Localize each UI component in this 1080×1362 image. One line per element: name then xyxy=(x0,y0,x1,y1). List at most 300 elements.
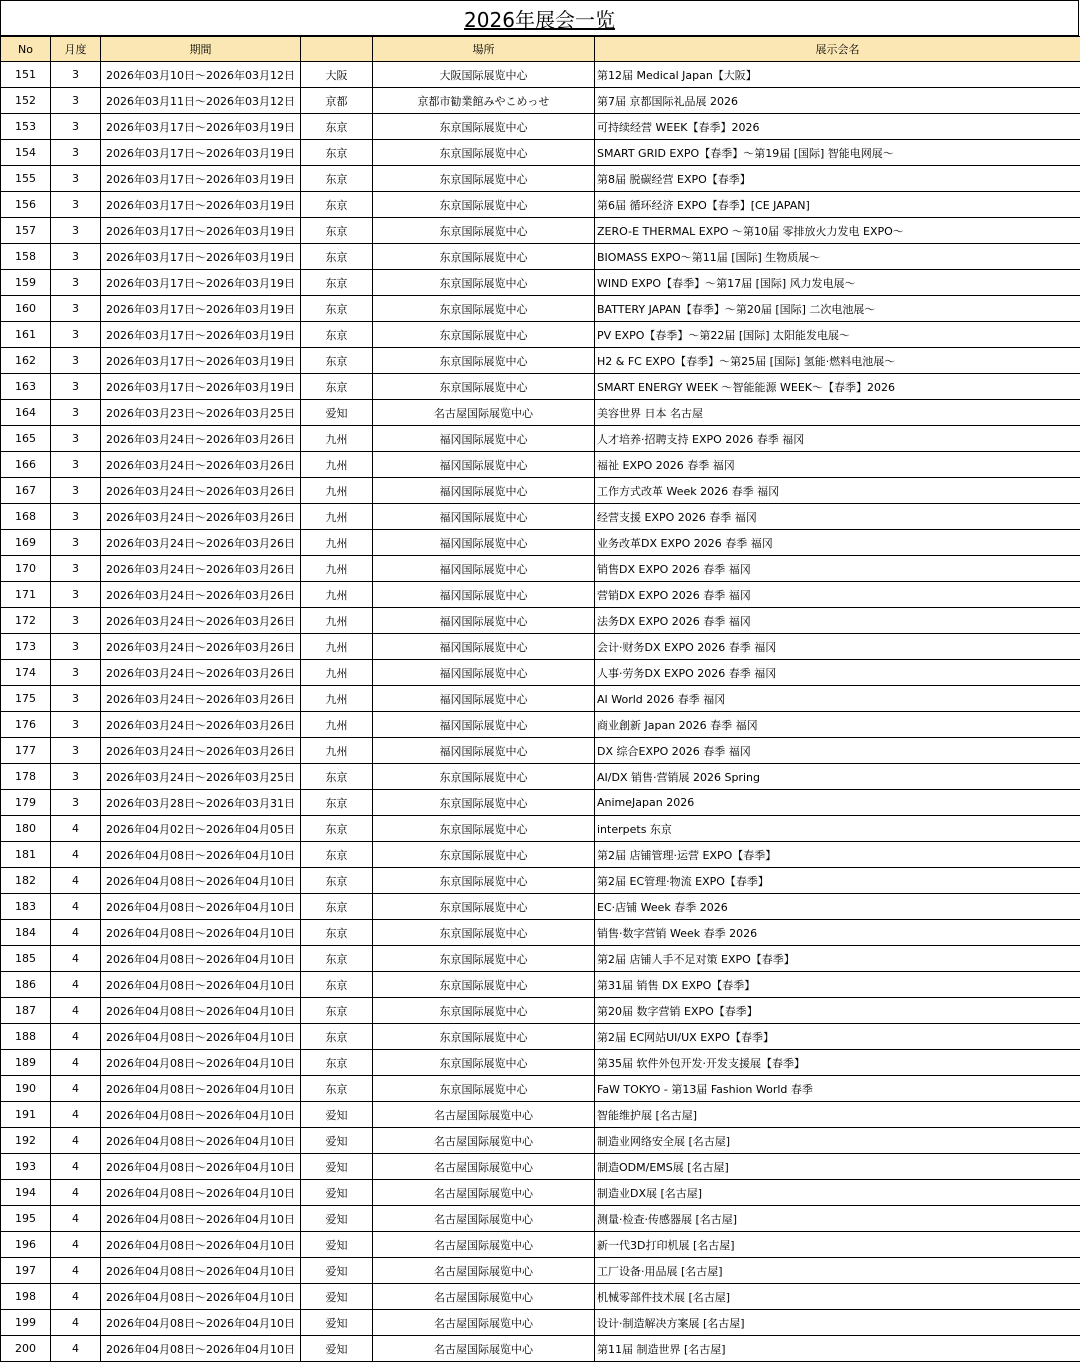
cell-period[interactable]: 2026年03月23日～2026年03月25日 xyxy=(101,400,301,426)
cell-month[interactable]: 3 xyxy=(51,140,101,166)
cell-region[interactable]: 东京 xyxy=(301,374,373,400)
cell-month[interactable]: 3 xyxy=(51,400,101,426)
cell-no[interactable]: 185 xyxy=(1,946,51,972)
cell-exhibition[interactable]: 工作方式改革 Week 2026 春季 福冈 xyxy=(595,478,1080,504)
cell-month[interactable]: 4 xyxy=(51,1102,101,1128)
cell-month[interactable]: 4 xyxy=(51,894,101,920)
cell-month[interactable]: 3 xyxy=(51,790,101,816)
cell-month[interactable]: 4 xyxy=(51,1232,101,1258)
cell-venue[interactable]: 东京国际展览中心 xyxy=(373,1024,595,1050)
cell-exhibition[interactable]: 第31届 销售 DX EXPO【春季】 xyxy=(595,972,1080,998)
cell-venue[interactable]: 东京国际展览中心 xyxy=(373,192,595,218)
cell-exhibition[interactable]: 第2届 EC网站UI/UX EXPO【春季】 xyxy=(595,1024,1080,1050)
cell-month[interactable]: 3 xyxy=(51,478,101,504)
cell-month[interactable]: 3 xyxy=(51,634,101,660)
cell-no[interactable]: 191 xyxy=(1,1102,51,1128)
cell-period[interactable]: 2026年04月02日～2026年04月05日 xyxy=(101,816,301,842)
cell-venue[interactable]: 福冈国际展览中心 xyxy=(373,582,595,608)
cell-month[interactable]: 3 xyxy=(51,426,101,452)
cell-month[interactable]: 3 xyxy=(51,608,101,634)
cell-exhibition[interactable]: DX 综合EXPO 2026 春季 福冈 xyxy=(595,738,1080,764)
cell-no[interactable]: 153 xyxy=(1,114,51,140)
cell-exhibition[interactable]: 人才培养·招聘支持 EXPO 2026 春季 福冈 xyxy=(595,426,1080,452)
cell-no[interactable]: 169 xyxy=(1,530,51,556)
cell-region[interactable]: 东京 xyxy=(301,790,373,816)
cell-venue[interactable]: 东京国际展览中心 xyxy=(373,140,595,166)
cell-exhibition[interactable]: 福祉 EXPO 2026 春季 福冈 xyxy=(595,452,1080,478)
cell-exhibition[interactable]: AI World 2026 春季 福冈 xyxy=(595,686,1080,712)
cell-region[interactable]: 爱知 xyxy=(301,1284,373,1310)
cell-exhibition[interactable]: 法务DX EXPO 2026 春季 福冈 xyxy=(595,608,1080,634)
cell-period[interactable]: 2026年03月24日～2026年03月26日 xyxy=(101,660,301,686)
cell-region[interactable]: 东京 xyxy=(301,1050,373,1076)
cell-exhibition[interactable]: 第2届 EC管理·物流 EXPO【春季】 xyxy=(595,868,1080,894)
cell-period[interactable]: 2026年03月24日～2026年03月26日 xyxy=(101,582,301,608)
cell-venue[interactable]: 福冈国际展览中心 xyxy=(373,504,595,530)
cell-exhibition[interactable]: 第11届 制造世界 [名古屋] xyxy=(595,1336,1080,1362)
cell-period[interactable]: 2026年03月17日～2026年03月19日 xyxy=(101,192,301,218)
cell-month[interactable]: 3 xyxy=(51,530,101,556)
cell-region[interactable]: 东京 xyxy=(301,192,373,218)
cell-venue[interactable]: 东京国际展览中心 xyxy=(373,1076,595,1102)
cell-month[interactable]: 3 xyxy=(51,582,101,608)
cell-period[interactable]: 2026年04月08日～2026年04月10日 xyxy=(101,1258,301,1284)
cell-month[interactable]: 3 xyxy=(51,374,101,400)
cell-exhibition[interactable]: 会计·财务DX EXPO 2026 春季 福冈 xyxy=(595,634,1080,660)
cell-region[interactable]: 东京 xyxy=(301,894,373,920)
header-venue[interactable]: 場所 xyxy=(373,37,595,62)
cell-venue[interactable]: 名古屋国际展览中心 xyxy=(373,1102,595,1128)
cell-region[interactable]: 爱知 xyxy=(301,1128,373,1154)
cell-month[interactable]: 4 xyxy=(51,1128,101,1154)
cell-no[interactable]: 193 xyxy=(1,1154,51,1180)
cell-region[interactable]: 东京 xyxy=(301,998,373,1024)
cell-month[interactable]: 3 xyxy=(51,764,101,790)
cell-no[interactable]: 173 xyxy=(1,634,51,660)
cell-venue[interactable]: 东京国际展览中心 xyxy=(373,166,595,192)
cell-period[interactable]: 2026年03月24日～2026年03月26日 xyxy=(101,634,301,660)
cell-venue[interactable]: 东京国际展览中心 xyxy=(373,920,595,946)
cell-region[interactable]: 爱知 xyxy=(301,1180,373,1206)
cell-period[interactable]: 2026年04月08日～2026年04月10日 xyxy=(101,1128,301,1154)
cell-venue[interactable]: 名古屋国际展览中心 xyxy=(373,1258,595,1284)
cell-period[interactable]: 2026年04月08日～2026年04月10日 xyxy=(101,1284,301,1310)
cell-month[interactable]: 4 xyxy=(51,868,101,894)
cell-venue[interactable]: 东京国际展览中心 xyxy=(373,374,595,400)
cell-exhibition[interactable]: 业务改革DX EXPO 2026 春季 福冈 xyxy=(595,530,1080,556)
cell-no[interactable]: 197 xyxy=(1,1258,51,1284)
cell-exhibition[interactable]: 可持续经营 WEEK【春季】2026 xyxy=(595,114,1080,140)
cell-no[interactable]: 160 xyxy=(1,296,51,322)
cell-month[interactable]: 3 xyxy=(51,244,101,270)
cell-period[interactable]: 2026年03月24日～2026年03月26日 xyxy=(101,738,301,764)
cell-no[interactable]: 183 xyxy=(1,894,51,920)
cell-period[interactable]: 2026年03月17日～2026年03月19日 xyxy=(101,166,301,192)
cell-period[interactable]: 2026年03月11日～2026年03月12日 xyxy=(101,88,301,114)
cell-region[interactable]: 九州 xyxy=(301,660,373,686)
header-no[interactable]: No xyxy=(1,37,51,62)
cell-venue[interactable]: 福冈国际展览中心 xyxy=(373,660,595,686)
cell-venue[interactable]: 东京国际展览中心 xyxy=(373,790,595,816)
cell-venue[interactable]: 东京国际展览中心 xyxy=(373,946,595,972)
cell-exhibition[interactable]: 第35届 软件外包开发·开发支援展【春季】 xyxy=(595,1050,1080,1076)
cell-period[interactable]: 2026年03月17日～2026年03月19日 xyxy=(101,114,301,140)
cell-period[interactable]: 2026年04月08日～2026年04月10日 xyxy=(101,1076,301,1102)
cell-no[interactable]: 167 xyxy=(1,478,51,504)
cell-period[interactable]: 2026年04月08日～2026年04月10日 xyxy=(101,946,301,972)
cell-exhibition[interactable]: 人事·劳务DX EXPO 2026 春季 福冈 xyxy=(595,660,1080,686)
cell-no[interactable]: 166 xyxy=(1,452,51,478)
cell-month[interactable]: 4 xyxy=(51,1076,101,1102)
cell-period[interactable]: 2026年04月08日～2026年04月10日 xyxy=(101,1336,301,1362)
cell-exhibition[interactable]: 第12届 Medical Japan【大阪】 xyxy=(595,62,1080,88)
cell-period[interactable]: 2026年04月08日～2026年04月10日 xyxy=(101,894,301,920)
cell-exhibition[interactable]: interpets 东京 xyxy=(595,816,1080,842)
cell-exhibition[interactable]: 第8届 脱碳经营 EXPO【春季】 xyxy=(595,166,1080,192)
cell-region[interactable]: 九州 xyxy=(301,582,373,608)
cell-exhibition[interactable]: 机械零部件技术展 [名古屋] xyxy=(595,1284,1080,1310)
cell-venue[interactable]: 东京国际展览中心 xyxy=(373,114,595,140)
cell-no[interactable]: 182 xyxy=(1,868,51,894)
cell-region[interactable]: 东京 xyxy=(301,270,373,296)
cell-venue[interactable]: 东京国际展览中心 xyxy=(373,842,595,868)
cell-region[interactable]: 爱知 xyxy=(301,400,373,426)
cell-no[interactable]: 157 xyxy=(1,218,51,244)
cell-no[interactable]: 179 xyxy=(1,790,51,816)
cell-region[interactable]: 爱知 xyxy=(301,1336,373,1362)
cell-no[interactable]: 171 xyxy=(1,582,51,608)
cell-region[interactable]: 九州 xyxy=(301,504,373,530)
cell-exhibition[interactable]: 制造业网络安全展 [名古屋] xyxy=(595,1128,1080,1154)
cell-month[interactable]: 4 xyxy=(51,1310,101,1336)
cell-exhibition[interactable]: 经营支援 EXPO 2026 春季 福冈 xyxy=(595,504,1080,530)
cell-month[interactable]: 4 xyxy=(51,1180,101,1206)
cell-region[interactable]: 东京 xyxy=(301,348,373,374)
cell-venue[interactable]: 东京国际展览中心 xyxy=(373,218,595,244)
cell-venue[interactable]: 名古屋国际展览中心 xyxy=(373,400,595,426)
cell-month[interactable]: 4 xyxy=(51,1024,101,1050)
cell-exhibition[interactable]: ZERO-E THERMAL EXPO ～第10届 零排放火力发电 EXPO～ xyxy=(595,218,1080,244)
cell-venue[interactable]: 名古屋国际展览中心 xyxy=(373,1206,595,1232)
cell-month[interactable]: 3 xyxy=(51,114,101,140)
cell-exhibition[interactable]: 测量·检查·传感器展 [名古屋] xyxy=(595,1206,1080,1232)
cell-period[interactable]: 2026年03月24日～2026年03月26日 xyxy=(101,686,301,712)
cell-period[interactable]: 2026年03月24日～2026年03月26日 xyxy=(101,426,301,452)
cell-period[interactable]: 2026年04月08日～2026年04月10日 xyxy=(101,842,301,868)
cell-no[interactable]: 180 xyxy=(1,816,51,842)
cell-venue[interactable]: 东京国际展览中心 xyxy=(373,816,595,842)
cell-month[interactable]: 4 xyxy=(51,1050,101,1076)
cell-region[interactable]: 九州 xyxy=(301,556,373,582)
cell-no[interactable]: 163 xyxy=(1,374,51,400)
cell-exhibition[interactable]: 商业創新 Japan 2026 春季 福冈 xyxy=(595,712,1080,738)
cell-no[interactable]: 159 xyxy=(1,270,51,296)
cell-no[interactable]: 155 xyxy=(1,166,51,192)
cell-period[interactable]: 2026年03月17日～2026年03月19日 xyxy=(101,348,301,374)
cell-period[interactable]: 2026年03月24日～2026年03月25日 xyxy=(101,764,301,790)
cell-no[interactable]: 189 xyxy=(1,1050,51,1076)
cell-region[interactable]: 东京 xyxy=(301,868,373,894)
cell-month[interactable]: 3 xyxy=(51,166,101,192)
cell-venue[interactable]: 名古屋国际展览中心 xyxy=(373,1310,595,1336)
cell-period[interactable]: 2026年04月08日～2026年04月10日 xyxy=(101,1024,301,1050)
cell-month[interactable]: 4 xyxy=(51,1154,101,1180)
cell-period[interactable]: 2026年03月17日～2026年03月19日 xyxy=(101,322,301,348)
sheet-title-cell[interactable] xyxy=(0,0,1079,36)
header-exhibition[interactable]: 展示会名 xyxy=(595,37,1080,62)
cell-venue[interactable]: 东京国际展览中心 xyxy=(373,972,595,998)
cell-period[interactable]: 2026年03月24日～2026年03月26日 xyxy=(101,504,301,530)
cell-venue[interactable]: 福冈国际展览中心 xyxy=(373,634,595,660)
cell-period[interactable]: 2026年04月08日～2026年04月10日 xyxy=(101,920,301,946)
cell-venue[interactable]: 京都市勧業館みやこめっせ xyxy=(373,88,595,114)
cell-no[interactable]: 188 xyxy=(1,1024,51,1050)
cell-exhibition[interactable]: 营销DX EXPO 2026 春季 福冈 xyxy=(595,582,1080,608)
cell-no[interactable]: 181 xyxy=(1,842,51,868)
cell-region[interactable]: 东京 xyxy=(301,218,373,244)
cell-region[interactable]: 东京 xyxy=(301,322,373,348)
cell-region[interactable]: 九州 xyxy=(301,478,373,504)
cell-venue[interactable]: 福冈国际展览中心 xyxy=(373,712,595,738)
cell-venue[interactable]: 福冈国际展览中心 xyxy=(373,556,595,582)
cell-region[interactable]: 九州 xyxy=(301,686,373,712)
cell-region[interactable]: 东京 xyxy=(301,972,373,998)
cell-exhibition[interactable]: FaW TOKYO - 第13届 Fashion World 春季 xyxy=(595,1076,1080,1102)
cell-venue[interactable]: 名古屋国际展览中心 xyxy=(373,1284,595,1310)
cell-no[interactable]: 200 xyxy=(1,1336,51,1362)
cell-period[interactable]: 2026年03月17日～2026年03月19日 xyxy=(101,218,301,244)
cell-month[interactable]: 3 xyxy=(51,62,101,88)
cell-region[interactable]: 九州 xyxy=(301,426,373,452)
cell-venue[interactable]: 东京国际展览中心 xyxy=(373,1050,595,1076)
cell-no[interactable]: 196 xyxy=(1,1232,51,1258)
cell-no[interactable]: 162 xyxy=(1,348,51,374)
cell-venue[interactable]: 东京国际展览中心 xyxy=(373,244,595,270)
cell-venue[interactable]: 名古屋国际展览中心 xyxy=(373,1232,595,1258)
cell-no[interactable]: 170 xyxy=(1,556,51,582)
cell-exhibition[interactable]: WIND EXPO【春季】～第17届 [国际] 风力发电展～ xyxy=(595,270,1080,296)
cell-period[interactable]: 2026年03月17日～2026年03月19日 xyxy=(101,270,301,296)
cell-no[interactable]: 187 xyxy=(1,998,51,1024)
cell-exhibition[interactable]: 销售DX EXPO 2026 春季 福冈 xyxy=(595,556,1080,582)
cell-exhibition[interactable]: BIOMASS EXPO～第11届 [国际] 生物质展～ xyxy=(595,244,1080,270)
cell-no[interactable]: 161 xyxy=(1,322,51,348)
cell-month[interactable]: 3 xyxy=(51,738,101,764)
cell-venue[interactable]: 东京国际展览中心 xyxy=(373,894,595,920)
cell-no[interactable]: 199 xyxy=(1,1310,51,1336)
cell-period[interactable]: 2026年04月08日～2026年04月10日 xyxy=(101,1180,301,1206)
cell-venue[interactable]: 福冈国际展览中心 xyxy=(373,608,595,634)
cell-no[interactable]: 164 xyxy=(1,400,51,426)
cell-region[interactable]: 东京 xyxy=(301,764,373,790)
cell-region[interactable]: 东京 xyxy=(301,1076,373,1102)
cell-month[interactable]: 4 xyxy=(51,972,101,998)
header-region[interactable] xyxy=(301,37,373,62)
cell-month[interactable]: 3 xyxy=(51,556,101,582)
cell-period[interactable]: 2026年03月17日～2026年03月19日 xyxy=(101,140,301,166)
cell-venue[interactable]: 福冈国际展览中心 xyxy=(373,426,595,452)
cell-period[interactable]: 2026年03月17日～2026年03月19日 xyxy=(101,374,301,400)
cell-no[interactable]: 154 xyxy=(1,140,51,166)
cell-month[interactable]: 3 xyxy=(51,296,101,322)
cell-venue[interactable]: 大阪国际展览中心 xyxy=(373,62,595,88)
cell-region[interactable]: 东京 xyxy=(301,842,373,868)
cell-venue[interactable]: 东京国际展览中心 xyxy=(373,764,595,790)
cell-region[interactable]: 九州 xyxy=(301,608,373,634)
cell-period[interactable]: 2026年04月08日～2026年04月10日 xyxy=(101,998,301,1024)
cell-month[interactable]: 3 xyxy=(51,218,101,244)
cell-month[interactable]: 3 xyxy=(51,88,101,114)
cell-venue[interactable]: 福冈国际展览中心 xyxy=(373,738,595,764)
cell-region[interactable]: 东京 xyxy=(301,114,373,140)
cell-region[interactable]: 东京 xyxy=(301,296,373,322)
cell-month[interactable]: 4 xyxy=(51,1206,101,1232)
cell-period[interactable]: 2026年04月08日～2026年04月10日 xyxy=(101,1310,301,1336)
cell-region[interactable]: 京都 xyxy=(301,88,373,114)
cell-no[interactable]: 178 xyxy=(1,764,51,790)
cell-exhibition[interactable]: PV EXPO【春季】～第22届 [国际] 太阳能发电展～ xyxy=(595,322,1080,348)
cell-venue[interactable]: 东京国际展览中心 xyxy=(373,296,595,322)
cell-no[interactable]: 156 xyxy=(1,192,51,218)
cell-period[interactable]: 2026年03月17日～2026年03月19日 xyxy=(101,244,301,270)
cell-month[interactable]: 3 xyxy=(51,504,101,530)
cell-region[interactable]: 爱知 xyxy=(301,1206,373,1232)
cell-period[interactable]: 2026年03月17日～2026年03月19日 xyxy=(101,296,301,322)
cell-region[interactable]: 九州 xyxy=(301,712,373,738)
cell-month[interactable]: 4 xyxy=(51,998,101,1024)
cell-exhibition[interactable]: H2 & FC EXPO【春季】～第25届 [国际] 氢能·燃料电池展～ xyxy=(595,348,1080,374)
cell-month[interactable]: 3 xyxy=(51,712,101,738)
cell-exhibition[interactable]: 第20届 数字营销 EXPO【春季】 xyxy=(595,998,1080,1024)
cell-region[interactable]: 爱知 xyxy=(301,1154,373,1180)
cell-region[interactable]: 九州 xyxy=(301,452,373,478)
cell-exhibition[interactable]: BATTERY JAPAN【春季】～第20届 [国际] 二次电池展～ xyxy=(595,296,1080,322)
cell-venue[interactable]: 名古屋国际展览中心 xyxy=(373,1336,595,1362)
cell-exhibition[interactable]: AnimeJapan 2026 xyxy=(595,790,1080,816)
cell-period[interactable]: 2026年03月24日～2026年03月26日 xyxy=(101,556,301,582)
cell-region[interactable]: 东京 xyxy=(301,244,373,270)
cell-exhibition[interactable]: 制造ODM/EMS展 [名古屋] xyxy=(595,1154,1080,1180)
cell-month[interactable]: 4 xyxy=(51,920,101,946)
cell-no[interactable]: 194 xyxy=(1,1180,51,1206)
cell-period[interactable]: 2026年03月24日～2026年03月26日 xyxy=(101,608,301,634)
cell-period[interactable]: 2026年03月24日～2026年03月26日 xyxy=(101,530,301,556)
cell-region[interactable]: 爱知 xyxy=(301,1310,373,1336)
cell-exhibition[interactable]: EC·店铺 Week 春季 2026 xyxy=(595,894,1080,920)
cell-no[interactable]: 168 xyxy=(1,504,51,530)
cell-month[interactable]: 3 xyxy=(51,270,101,296)
cell-venue[interactable]: 名古屋国际展览中心 xyxy=(373,1154,595,1180)
cell-region[interactable]: 东京 xyxy=(301,1024,373,1050)
cell-period[interactable]: 2026年03月24日～2026年03月26日 xyxy=(101,478,301,504)
cell-no[interactable]: 174 xyxy=(1,660,51,686)
cell-no[interactable]: 152 xyxy=(1,88,51,114)
cell-no[interactable]: 176 xyxy=(1,712,51,738)
cell-exhibition[interactable]: 美容世界 日本 名古屋 xyxy=(595,400,1080,426)
cell-venue[interactable]: 福冈国际展览中心 xyxy=(373,530,595,556)
cell-region[interactable]: 大阪 xyxy=(301,62,373,88)
cell-exhibition[interactable]: SMART GRID EXPO【春季】～第19届 [国际] 智能电网展～ xyxy=(595,140,1080,166)
cell-month[interactable]: 4 xyxy=(51,946,101,972)
cell-month[interactable]: 3 xyxy=(51,192,101,218)
cell-no[interactable]: 175 xyxy=(1,686,51,712)
cell-month[interactable]: 4 xyxy=(51,1284,101,1310)
cell-exhibition[interactable]: 第2届 店铺人手不足对策 EXPO【春季】 xyxy=(595,946,1080,972)
cell-month[interactable]: 3 xyxy=(51,452,101,478)
cell-venue[interactable]: 东京国际展览中心 xyxy=(373,998,595,1024)
cell-region[interactable]: 东京 xyxy=(301,920,373,946)
cell-period[interactable]: 2026年04月08日～2026年04月10日 xyxy=(101,1050,301,1076)
cell-venue[interactable]: 福冈国际展览中心 xyxy=(373,452,595,478)
cell-exhibition[interactable]: SMART ENERGY WEEK ～智能能源 WEEK～【春季】2026 xyxy=(595,374,1080,400)
header-period[interactable]: 期間 xyxy=(101,37,301,62)
cell-region[interactable]: 爱知 xyxy=(301,1232,373,1258)
cell-exhibition[interactable]: 第2届 店铺管理·运营 EXPO【春季】 xyxy=(595,842,1080,868)
cell-no[interactable]: 165 xyxy=(1,426,51,452)
cell-period[interactable]: 2026年04月08日～2026年04月10日 xyxy=(101,868,301,894)
cell-region[interactable]: 九州 xyxy=(301,530,373,556)
cell-no[interactable]: 172 xyxy=(1,608,51,634)
cell-exhibition[interactable]: 第6届 循环经济 EXPO【春季】[CE JAPAN] xyxy=(595,192,1080,218)
cell-period[interactable]: 2026年04月08日～2026年04月10日 xyxy=(101,1206,301,1232)
cell-exhibition[interactable]: 设计·制造解决方案展 [名古屋] xyxy=(595,1310,1080,1336)
cell-no[interactable]: 158 xyxy=(1,244,51,270)
cell-venue[interactable]: 福冈国际展览中心 xyxy=(373,686,595,712)
cell-month[interactable]: 3 xyxy=(51,660,101,686)
cell-month[interactable]: 3 xyxy=(51,686,101,712)
cell-no[interactable]: 192 xyxy=(1,1128,51,1154)
cell-period[interactable]: 2026年03月10日～2026年03月12日 xyxy=(101,62,301,88)
cell-month[interactable]: 3 xyxy=(51,348,101,374)
cell-month[interactable]: 4 xyxy=(51,1258,101,1284)
cell-region[interactable]: 爱知 xyxy=(301,1102,373,1128)
cell-venue[interactable]: 名古屋国际展览中心 xyxy=(373,1128,595,1154)
cell-region[interactable]: 九州 xyxy=(301,738,373,764)
cell-venue[interactable]: 名古屋国际展览中心 xyxy=(373,1180,595,1206)
cell-region[interactable]: 东京 xyxy=(301,166,373,192)
cell-venue[interactable]: 东京国际展览中心 xyxy=(373,322,595,348)
cell-venue[interactable]: 东京国际展览中心 xyxy=(373,270,595,296)
cell-period[interactable]: 2026年03月24日～2026年03月26日 xyxy=(101,712,301,738)
cell-region[interactable]: 东京 xyxy=(301,946,373,972)
cell-no[interactable]: 190 xyxy=(1,1076,51,1102)
cell-no[interactable]: 151 xyxy=(1,62,51,88)
cell-region[interactable]: 东京 xyxy=(301,140,373,166)
cell-no[interactable]: 186 xyxy=(1,972,51,998)
cell-region[interactable]: 东京 xyxy=(301,816,373,842)
cell-venue[interactable]: 东京国际展览中心 xyxy=(373,868,595,894)
cell-region[interactable]: 爱知 xyxy=(301,1258,373,1284)
cell-period[interactable]: 2026年03月24日～2026年03月26日 xyxy=(101,452,301,478)
cell-no[interactable]: 195 xyxy=(1,1206,51,1232)
header-month[interactable]: 月度 xyxy=(51,37,101,62)
cell-no[interactable]: 184 xyxy=(1,920,51,946)
cell-exhibition[interactable]: 智能维护展 [名古屋] xyxy=(595,1102,1080,1128)
cell-period[interactable]: 2026年04月08日～2026年04月10日 xyxy=(101,1232,301,1258)
cell-period[interactable]: 2026年04月08日～2026年04月10日 xyxy=(101,1154,301,1180)
cell-region[interactable]: 九州 xyxy=(301,634,373,660)
cell-exhibition[interactable]: 制造业DX展 [名古屋] xyxy=(595,1180,1080,1206)
cell-exhibition[interactable]: AI/DX 销售·营销展 2026 Spring xyxy=(595,764,1080,790)
cell-exhibition[interactable]: 第7届 京都国际礼品展 2026 xyxy=(595,88,1080,114)
cell-month[interactable]: 4 xyxy=(51,816,101,842)
cell-exhibition[interactable]: 销售·数字营销 Week 春季 2026 xyxy=(595,920,1080,946)
cell-exhibition[interactable]: 工厂设备·用品展 [名古屋] xyxy=(595,1258,1080,1284)
cell-period[interactable]: 2026年04月08日～2026年04月10日 xyxy=(101,972,301,998)
cell-period[interactable]: 2026年03月28日～2026年03月31日 xyxy=(101,790,301,816)
cell-venue[interactable]: 福冈国际展览中心 xyxy=(373,478,595,504)
cell-month[interactable]: 4 xyxy=(51,842,101,868)
